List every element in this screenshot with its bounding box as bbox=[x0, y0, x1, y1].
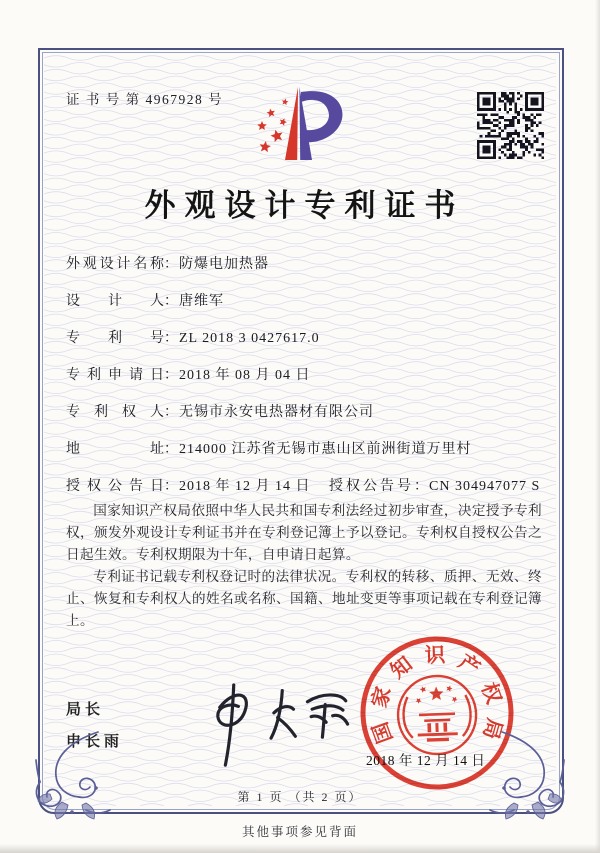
field-colon: ： bbox=[164, 479, 178, 494]
field-colon: ： bbox=[414, 479, 428, 494]
field-colon: ： bbox=[164, 257, 178, 272]
field-row-patentee bbox=[66, 402, 544, 439]
certificate-title: 外观设计专利证书 bbox=[144, 188, 465, 223]
qr-code bbox=[477, 92, 544, 159]
field-colon: ： bbox=[164, 331, 178, 346]
field-value: 2018 年 08 月 04 日 bbox=[179, 368, 311, 383]
svg-text:家: 家 bbox=[368, 684, 396, 711]
field-label: 授权公告日 bbox=[66, 479, 164, 494]
field-row-filing-date bbox=[66, 365, 544, 402]
fields-section bbox=[66, 254, 544, 513]
field-value: 防爆电加热器 bbox=[179, 257, 269, 272]
field-label: 授权公告号 bbox=[329, 479, 414, 494]
svg-text:国: 国 bbox=[369, 719, 398, 746]
svg-text:识: 识 bbox=[424, 644, 446, 668]
field-label: 外观设计名称 bbox=[66, 257, 164, 272]
certificate-number: 证 书 号 第 4967928 号 bbox=[66, 92, 224, 107]
field-label: 专利申请日 bbox=[66, 368, 164, 383]
director-title: 局长 bbox=[66, 701, 105, 718]
field-row-designer bbox=[66, 291, 544, 328]
national-emblem-icon bbox=[397, 675, 478, 756]
field-label: 专利号 bbox=[66, 331, 164, 346]
back-note: 其他事项参见背面 bbox=[241, 825, 358, 839]
legal-text bbox=[66, 500, 542, 632]
corner-flourish-left-icon bbox=[26, 726, 126, 821]
field-row-design-name bbox=[66, 254, 544, 291]
field-value: CN 304947077 S bbox=[429, 479, 541, 494]
field-colon: ： bbox=[164, 405, 178, 420]
director-name: 申长雨 bbox=[66, 733, 124, 750]
legal-paragraph-grant: 国家知识产权局依照中华人民共和国专利法经过初步审查，决定授予专利权，颁发外观设计专利证书并在专利登记簿上予以登记。专利权自授权公告之日起生效。专利权期限为十年，自申请日起算。 bbox=[66, 503, 542, 562]
field-value: 2018 年 12 月 14 日 bbox=[179, 479, 311, 494]
field-row-patent-number bbox=[66, 328, 544, 365]
page-number: 第 1 页 （共 2 页） bbox=[237, 790, 363, 804]
field-row-address bbox=[66, 439, 544, 476]
field-value: 无锡市永安电热器材有限公司 bbox=[179, 405, 374, 420]
svg-text:产: 产 bbox=[454, 650, 484, 681]
field-label: 专利权人 bbox=[66, 405, 164, 420]
svg-text:知: 知 bbox=[387, 653, 417, 684]
field-colon: ： bbox=[164, 442, 178, 457]
svg-text:局: 局 bbox=[478, 715, 506, 742]
svg-text:权: 权 bbox=[476, 680, 505, 707]
field-colon: ： bbox=[164, 368, 178, 383]
seal-date: 2018 年 12 月 14 日 bbox=[366, 753, 486, 768]
field-value: 214000 江苏省无锡市惠山区前洲街道万里村 bbox=[179, 442, 472, 457]
field-colon: ： bbox=[164, 294, 178, 309]
field-value: ZL 2018 3 0427617.0 bbox=[179, 331, 320, 346]
legal-paragraph-register: 专利证书记载专利权登记时的法律状况。专利权的转移、质押、无效、终止、恢复和专利权人的姓名或名称、国籍、地址变更等事项记载在专利登记簿上。 bbox=[66, 569, 542, 628]
field-value: 唐维军 bbox=[179, 294, 224, 309]
field-label: 地址 bbox=[66, 442, 164, 457]
field-label: 设计人 bbox=[66, 294, 164, 309]
corner-flourish-right-icon bbox=[474, 726, 574, 821]
cnipa-logo-icon bbox=[238, 74, 362, 174]
director-signature bbox=[188, 676, 356, 776]
